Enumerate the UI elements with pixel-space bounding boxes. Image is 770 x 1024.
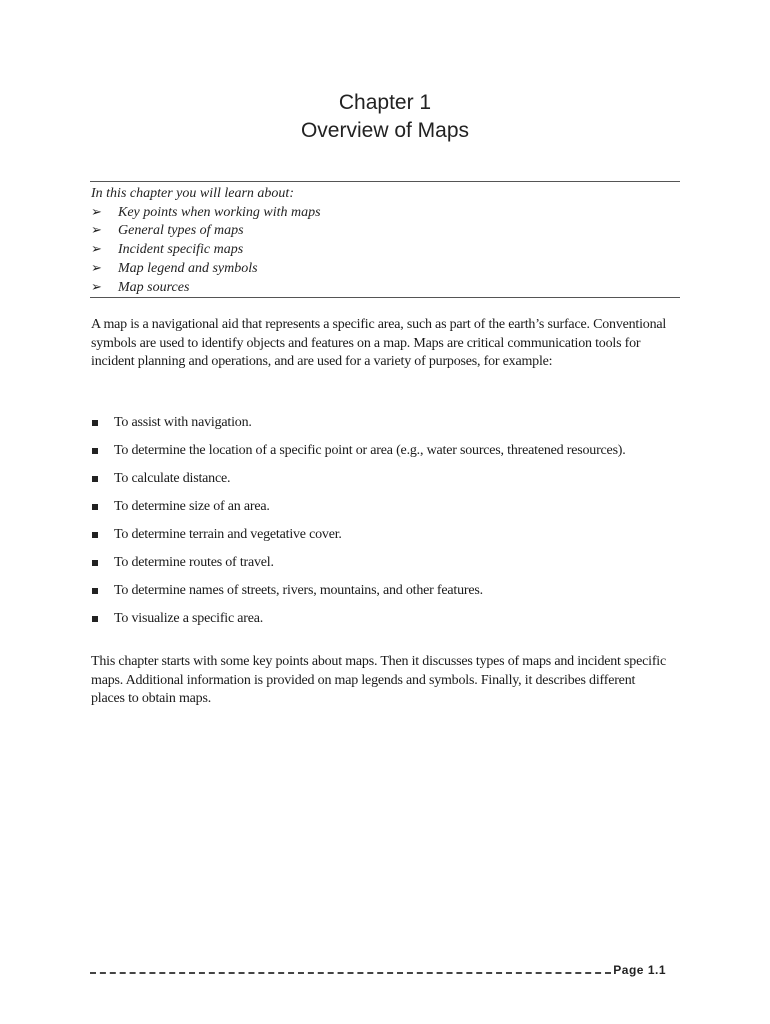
- objective-text: Incident specific maps: [118, 242, 244, 258]
- arrow-bullet-icon: ➢: [91, 204, 102, 220]
- objective-item: [91, 279, 321, 298]
- arrow-bullet-icon: ➢: [91, 242, 102, 258]
- purpose-text: To visualize a specific area.: [114, 611, 264, 626]
- square-bullet-icon: [92, 476, 98, 482]
- purpose-text: To assist with navigation.: [114, 415, 252, 430]
- objective-text: General types of maps: [118, 223, 244, 239]
- chapter-number: Chapter 1: [338, 91, 432, 114]
- page-footer: [90, 963, 666, 977]
- chapter-heading: [0, 89, 770, 145]
- purpose-text: To determine routes of travel.: [114, 555, 274, 570]
- purpose-text: To calculate distance.: [114, 471, 231, 486]
- purpose-item: [91, 521, 626, 549]
- objective-text: Map legend and symbols: [118, 260, 258, 276]
- page-number: Page 1.1: [613, 963, 666, 977]
- objectives-bottom-rule: [90, 297, 680, 298]
- objectives-list: [91, 204, 321, 298]
- arrow-bullet-icon: ➢: [91, 279, 102, 295]
- purpose-text: To determine the location of a specific point or area (e.g., water sources, threatened resources).: [114, 443, 626, 458]
- square-bullet-icon: [92, 448, 98, 454]
- purpose-item: [91, 549, 626, 577]
- purpose-item: [91, 605, 626, 633]
- purpose-item: [91, 437, 626, 465]
- square-bullet-icon: [92, 420, 98, 426]
- purpose-list: [91, 409, 626, 633]
- arrow-bullet-icon: ➢: [91, 260, 102, 276]
- objectives-top-rule: [90, 181, 680, 182]
- square-bullet-icon: [92, 588, 98, 594]
- square-bullet-icon: [92, 616, 98, 622]
- purpose-item: [91, 409, 626, 437]
- objective-item: [91, 204, 321, 223]
- chapter-title: Overview of Maps: [300, 119, 470, 142]
- purpose-item: [91, 577, 626, 605]
- square-bullet-icon: [92, 532, 98, 538]
- objectives-intro: In this chapter you will learn about:: [91, 186, 294, 201]
- arrow-bullet-icon: ➢: [91, 223, 102, 239]
- purpose-item: [91, 493, 626, 521]
- footer-rule: [90, 972, 611, 974]
- closing-paragraph: This chapter starts with some key points about maps. Then it discusses types of maps and incident specific maps. Additional information is provided on map legends and symbols. Finally, it describes different places to obtain maps.: [91, 654, 666, 707]
- objective-text: Map sources: [118, 279, 190, 295]
- purpose-text: To determine names of streets, rivers, mountains, and other features.: [114, 583, 483, 598]
- intro-paragraph: A map is a navigational aid that represents a specific area, such as part of the earth’s surface. Conventional symbols are used to identify objects and features on a map. Maps are critical communication tools for incident planning and operations, and are used for a variety of purposes, for example:: [91, 317, 667, 370]
- learning-objectives: [91, 185, 321, 297]
- objective-item: [91, 241, 321, 260]
- objective-item: [91, 260, 321, 279]
- purpose-item: [91, 465, 626, 493]
- purpose-text: To determine terrain and vegetative cover.: [114, 527, 342, 542]
- objective-item: [91, 222, 321, 241]
- square-bullet-icon: [92, 504, 98, 510]
- objective-text: Key points when working with maps: [118, 204, 321, 220]
- purpose-text: To determine size of an area.: [114, 499, 270, 514]
- square-bullet-icon: [92, 560, 98, 566]
